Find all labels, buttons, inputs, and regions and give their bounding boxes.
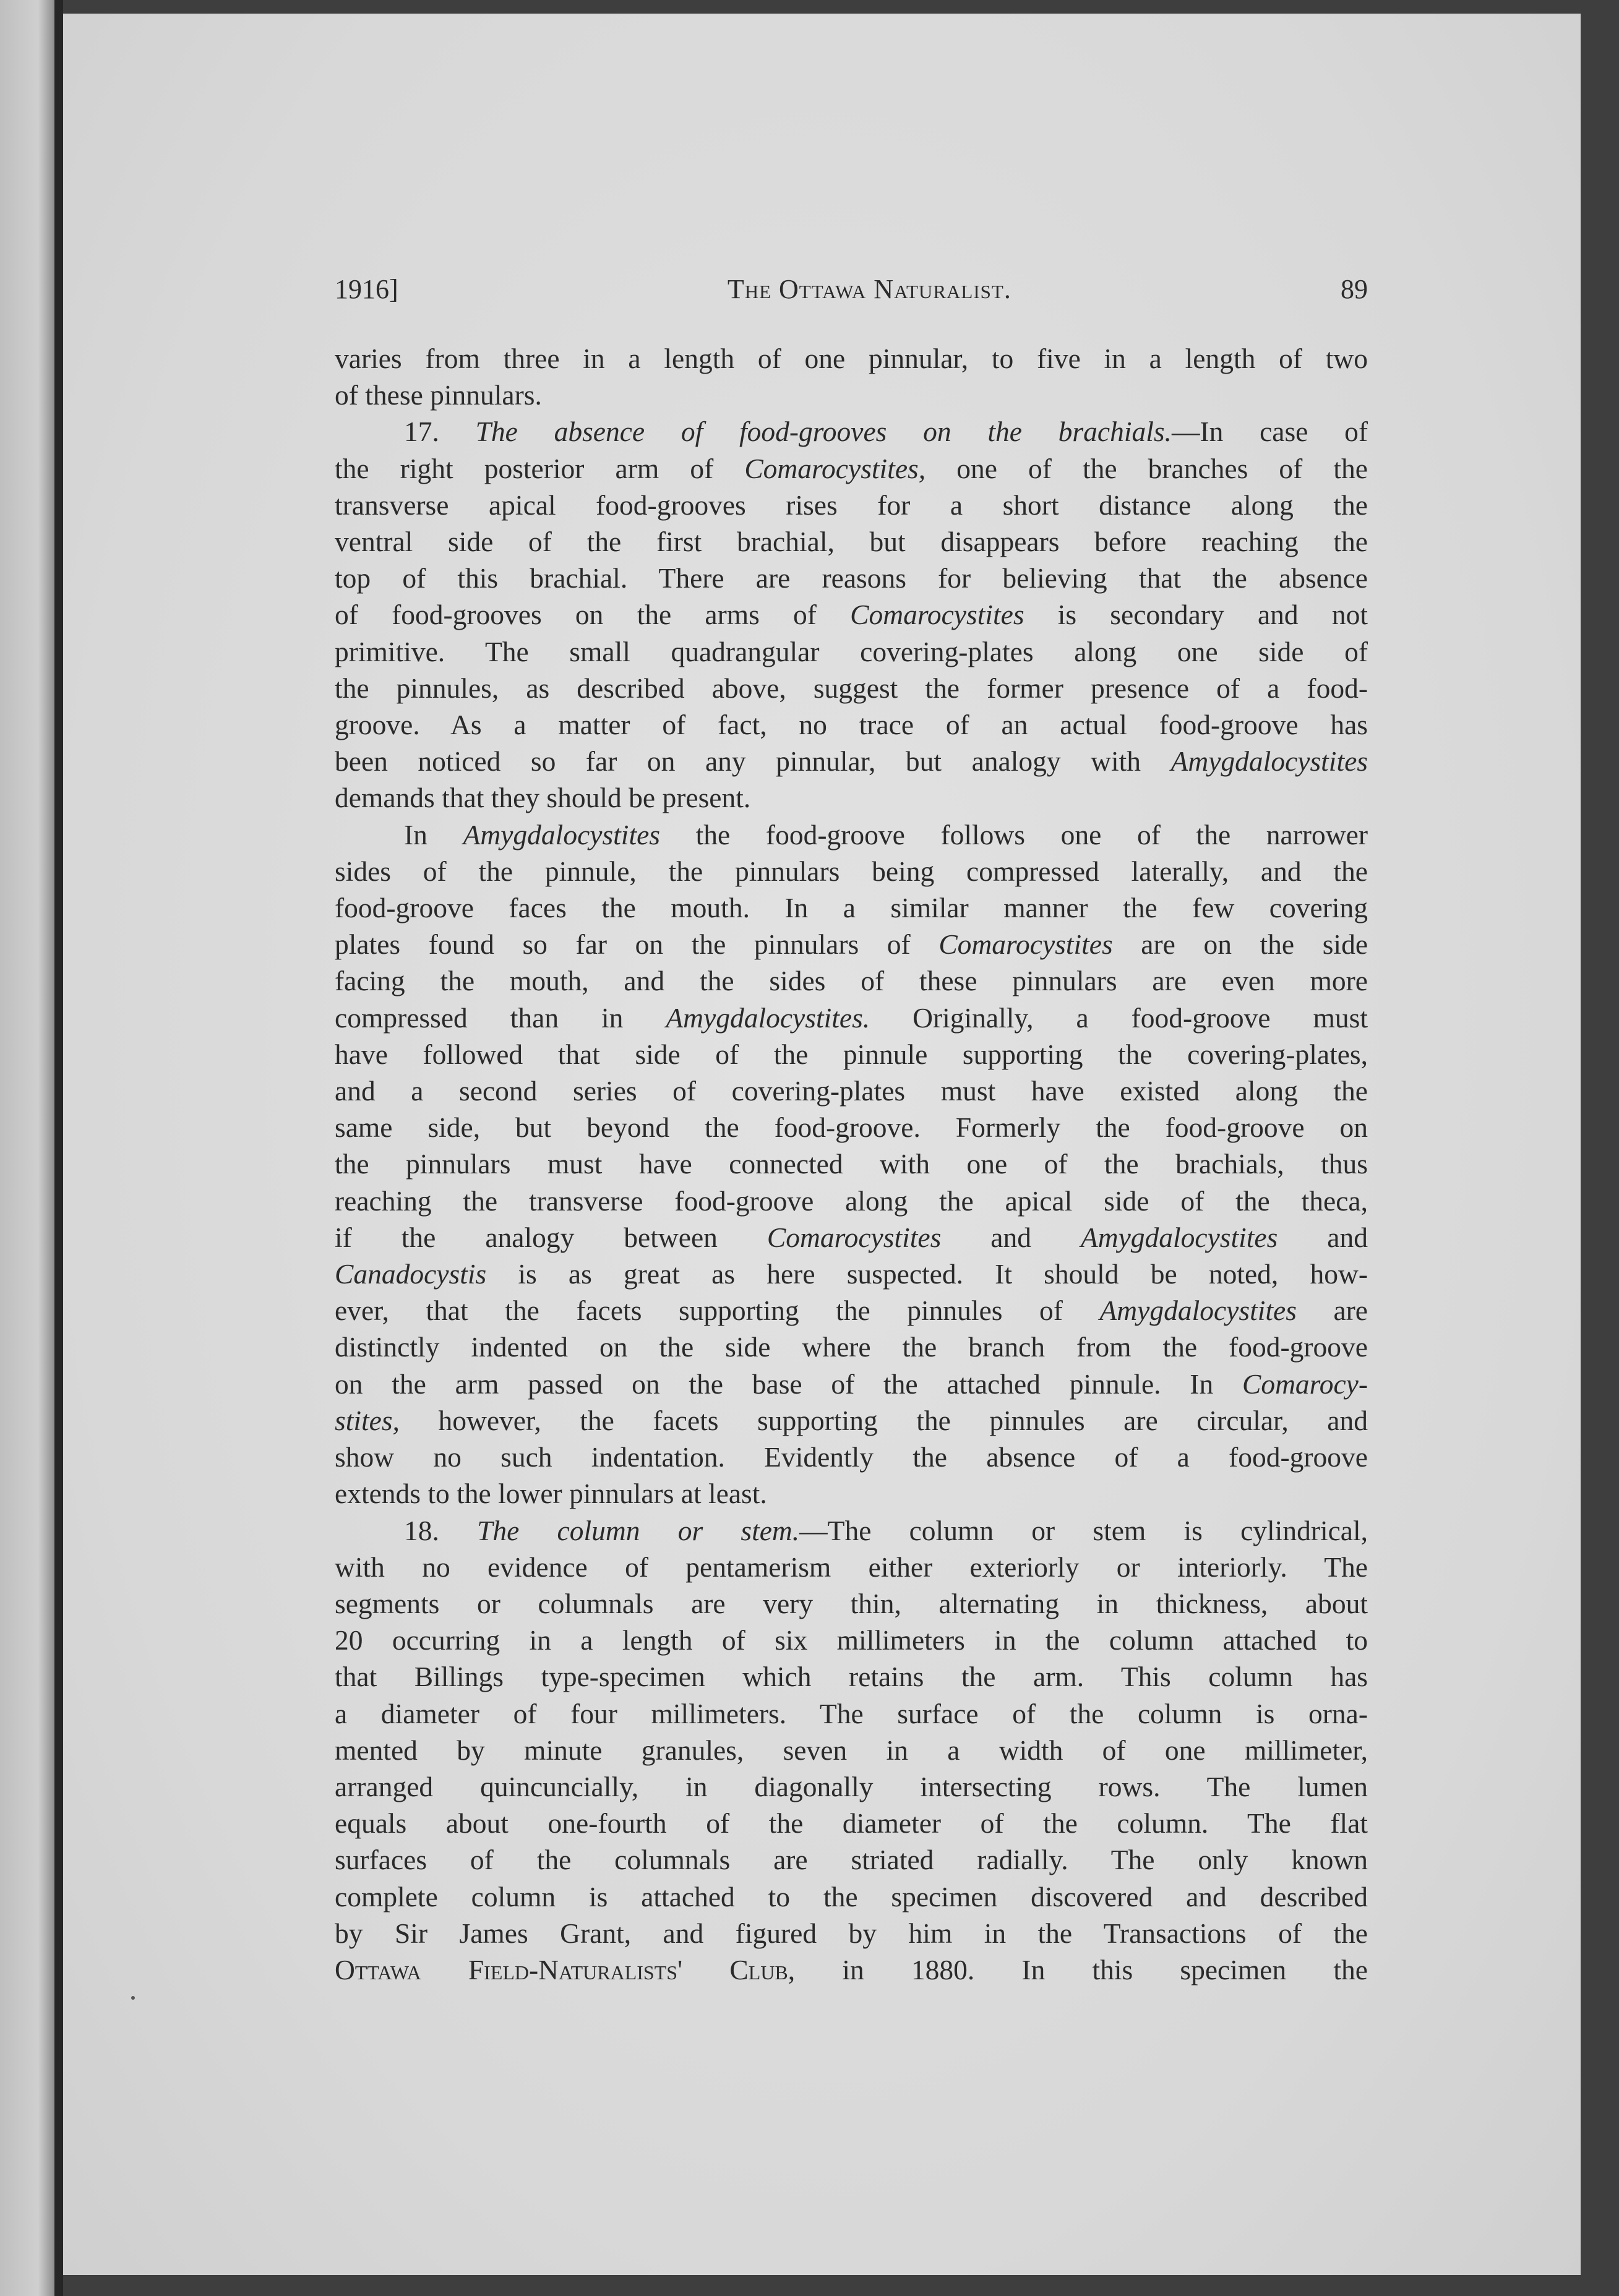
taxon-name: stites,	[335, 1404, 400, 1436]
text-line: top of this brachial. There are reasons for believing that the absence	[335, 562, 1368, 594]
page-text-block	[335, 271, 1368, 1988]
text-line: Ottawa Field-Naturalists' Club, in 1880. In this specimen the	[335, 1953, 1368, 1985]
section-18-paragraph	[335, 1512, 1368, 1989]
paragraph-continuation	[335, 340, 1368, 413]
scan-speck	[131, 1996, 135, 2000]
text-line: of these pinnulars.	[335, 379, 542, 411]
amygdalocystites-paragraph	[335, 816, 1368, 1512]
text-line: stites, however, the facets supporting the pinnules are circular, and	[335, 1404, 1368, 1436]
header-page-number: 89	[1341, 274, 1368, 304]
taxon-name: Amygdalocystites	[1099, 1295, 1297, 1327]
text-line: of food-grooves on the arms of Comarocystites is secondary and not	[335, 599, 1368, 631]
text-line: food-groove faces the mouth. In a similar manner the few covering	[335, 892, 1368, 924]
text-line: complete column is attached to the specimen discovered and described	[335, 1880, 1368, 1913]
facing-page-edge	[0, 0, 54, 2296]
taxon-name: Amygdalocystites	[1170, 745, 1368, 777]
taxon-name: Comarocystites	[938, 928, 1113, 961]
book-spine-shadow	[54, 0, 63, 2296]
club-name: Ottawa Field-Naturalists' Club,	[335, 1953, 796, 1985]
text-line: extends to the lower pinnulars at least.	[335, 1478, 767, 1510]
taxon-name: Amygdalocystites	[463, 818, 660, 850]
text-line: on the arm passed on the base of the attached pinnule. In Comarocy-	[335, 1368, 1368, 1400]
section-number: 18.	[404, 1514, 439, 1546]
text-line: 18. The column or stem.—The column or stem is cylindrical,	[404, 1514, 1368, 1546]
text-line: reaching the transverse food-groove along the apical side of the theca,	[335, 1184, 1368, 1217]
text-line: demands that they should be present.	[335, 782, 751, 814]
text-line: with no evidence of pentamerism either exteriorly or interiorly. The	[335, 1551, 1368, 1583]
text-line: the pinnulars must have connected with one of the brachials, thus	[335, 1148, 1368, 1180]
section-heading: The absence of food-grooves on the brachials.	[475, 416, 1172, 448]
text-line: surfaces of the columnals are striated radially. The only known	[335, 1844, 1368, 1876]
text-line: In Amygdalocystites the food-groove follows one of the narrower	[404, 818, 1368, 850]
text-line: mented by minute granules, seven in a width of one millimeter,	[335, 1734, 1368, 1766]
text-line: equals about one-fourth of the diameter of the column. The flat	[335, 1807, 1368, 1840]
text-line: segments or columnals are very thin, alternating in thickness, about	[335, 1587, 1368, 1619]
taxon-name: Canadocystis	[335, 1258, 487, 1290]
text-line: ventral side of the first brachial, but disappears before reaching the	[335, 526, 1368, 558]
text-line: distinctly indented on the side where the branch from the food-groove	[335, 1331, 1368, 1363]
text-line: primitive. The small quadrangular covering-plates along one side of	[335, 635, 1368, 667]
section-heading: The column or stem.	[477, 1514, 800, 1546]
text-line: same side, but beyond the food-groove. Formerly the food-groove on	[335, 1112, 1368, 1144]
text-line: have followed that side of the pinnule supporting the covering-plates,	[335, 1038, 1368, 1070]
text-line: ever, that the facets supporting the pinnules of Amygdalocystites are	[335, 1295, 1368, 1327]
taxon-name: Comarocystites,	[744, 452, 926, 484]
text-line: groove. As a matter of fact, no trace of an actual food-groove has	[335, 709, 1368, 741]
taxon-name: Amygdalocystites	[1080, 1221, 1278, 1253]
text-line: 20 occurring in a length of six millimeters in the column attached to	[335, 1624, 1368, 1656]
text-line: compressed than in Amygdalocystites. Originally, a food-groove must	[335, 1001, 1368, 1034]
running-header	[335, 271, 1368, 308]
text-line: and a second series of covering-plates must have existed along the	[335, 1075, 1368, 1107]
taxon-name: Comarocystites	[850, 599, 1024, 631]
text-line: sides of the pinnule, the pinnulars being compressed laterally, and the	[335, 855, 1368, 887]
text-line: arranged quincuncially, in diagonally intersecting rows. The lumen	[335, 1770, 1368, 1802]
text-line: by Sir James Grant, and figured by him in the Transactions of the	[335, 1917, 1368, 1949]
section-17-paragraph	[335, 413, 1368, 816]
taxon-name: Comarocy-	[1242, 1368, 1368, 1400]
header-year: 1916]	[335, 274, 398, 304]
text-line: if the analogy between Comarocystites and Amygdalocystites and	[335, 1221, 1368, 1253]
text-line: show no such indentation. Evidently the absence of a food-groove	[335, 1441, 1368, 1473]
taxon-name: Amygdalocystites.	[666, 1001, 870, 1034]
text-line: 17. The absence of food-grooves on the brachials.—In case of	[404, 416, 1368, 448]
text-line: facing the mouth, and the sides of these pinnulars are even more	[335, 965, 1368, 997]
text-line: been noticed so far on any pinnular, but analogy with Amygdalocystites	[335, 745, 1368, 777]
text-line: the right posterior arm of Comarocystites, one of the branches of the	[335, 452, 1368, 484]
text-line: transverse apical food-grooves rises for a short distance along the	[335, 489, 1368, 521]
text-line: a diameter of four millimeters. The surface of the column is orna-	[335, 1697, 1368, 1729]
text-line: that Billings type-specimen which retains the arm. This column has	[335, 1661, 1368, 1693]
taxon-name: Comarocystites	[767, 1221, 942, 1253]
text-line: the pinnules, as described above, suggest the former presence of a food-	[335, 672, 1368, 704]
header-journal-title: The Ottawa Naturalist.	[727, 274, 1011, 304]
text-line: plates found so far on the pinnulars of Comarocystites are on the side	[335, 928, 1368, 961]
text-line: varies from three in a length of one pinnular, to five in a length of two	[335, 343, 1368, 374]
section-number: 17.	[404, 416, 439, 448]
text-line: Canadocystis is as great as here suspected. It should be noted, how-	[335, 1258, 1368, 1290]
